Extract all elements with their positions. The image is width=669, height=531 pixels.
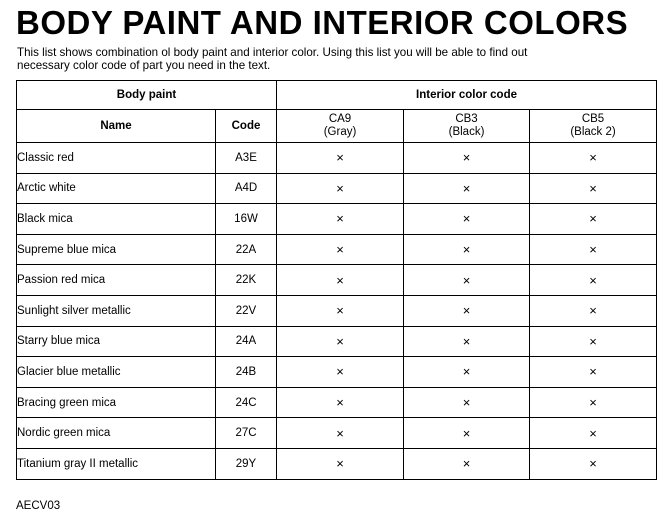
paint-code-cell: 22V [216,295,277,326]
combination-mark: × [530,387,657,418]
table-row [17,387,657,418]
paint-name-cell: Arctic white [17,173,216,204]
combination-mark: × [530,143,657,174]
table-row [17,173,657,204]
intro-text [17,46,657,72]
table-row [17,295,657,326]
paint-name-cell: Glacier blue metallic [17,357,216,388]
combination-mark: × [530,326,657,357]
paint-code-cell: 24A [216,326,277,357]
combination-mark: × [277,143,404,174]
combination-mark: × [530,357,657,388]
table-row [17,265,657,296]
paint-code-cell: 29Y [216,448,277,479]
combination-mark: × [530,204,657,235]
paint-code-cell: 24C [216,387,277,418]
combination-mark: × [404,143,530,174]
combination-mark: × [404,295,530,326]
interior-label: (Gray) [323,126,357,138]
table-row [17,326,657,357]
paint-code-cell: 22A [216,234,277,265]
intro-line-2: necessary color code of part you need in the text. [17,59,271,72]
paint-code-cell: A3E [216,143,277,174]
paint-name-cell: Titanium gray II metallic [17,448,216,479]
interior-label: (Black) [448,126,485,138]
combination-mark: × [530,265,657,296]
combination-mark: × [404,265,530,296]
combination-mark: × [404,448,530,479]
combination-mark: × [277,418,404,449]
paint-name-cell: Starry blue mica [17,326,216,357]
color-combination-table [16,80,657,480]
interior-column-header-cb5 [530,110,657,143]
body-paint-group-header: Body paint [17,81,277,110]
combination-mark: × [277,234,404,265]
intro-line-1: This list shows combination ol body paint and interior color. Using this list you will be able to find out [17,46,528,59]
paint-code-cell: 27C [216,418,277,449]
table-row [17,357,657,388]
combination-mark: × [277,448,404,479]
paint-code-cell: 22K [216,265,277,296]
combination-mark: × [404,173,530,204]
paint-name-cell: Bracing green mica [17,387,216,418]
combination-mark: × [404,234,530,265]
combination-mark: × [277,326,404,357]
paint-name-cell: Nordic green mica [17,418,216,449]
combination-mark: × [404,357,530,388]
combination-mark: × [530,234,657,265]
paint-name-cell: Classic red [17,143,216,174]
paint-name-cell: Passion red mica [17,265,216,296]
combination-mark: × [277,265,404,296]
table-row [17,143,657,174]
paint-name-cell: Black mica [17,204,216,235]
interior-color-group-header: Interior color code [277,81,657,110]
combination-mark: × [530,295,657,326]
combination-mark: × [277,387,404,418]
table-row [17,234,657,265]
paint-code-cell: A4D [216,173,277,204]
combination-mark: × [404,387,530,418]
interior-code: CA9 [328,113,352,125]
combination-mark: × [277,295,404,326]
table-body [17,143,657,480]
combination-mark: × [530,448,657,479]
combination-mark: × [404,204,530,235]
table-row [17,448,657,479]
interior-code: CB3 [455,113,478,125]
combination-mark: × [277,204,404,235]
code-column-header: Code [216,110,277,143]
combination-mark: × [530,418,657,449]
name-column-header: Name [17,110,216,143]
combination-mark: × [277,173,404,204]
interior-label: (Black 2) [570,126,616,138]
table-group-header-row [17,81,657,110]
paint-name-cell: Sunlight silver metallic [17,295,216,326]
table-row [17,204,657,235]
interior-column-header-ca9 [277,110,404,143]
combination-mark: × [404,326,530,357]
paint-code-cell: 16W [216,204,277,235]
paint-code-cell: 24B [216,357,277,388]
combination-mark: × [404,418,530,449]
figure-code: AECV03 [16,500,61,512]
combination-mark: × [277,357,404,388]
interior-column-header-cb3 [404,110,530,143]
combination-mark: × [530,173,657,204]
table-column-header-row [17,110,657,143]
table-row [17,418,657,449]
interior-code: CB5 [581,113,605,125]
paint-name-cell: Supreme blue mica [17,234,216,265]
page-title: BODY PAINT AND INTERIOR COLORS [16,4,629,41]
